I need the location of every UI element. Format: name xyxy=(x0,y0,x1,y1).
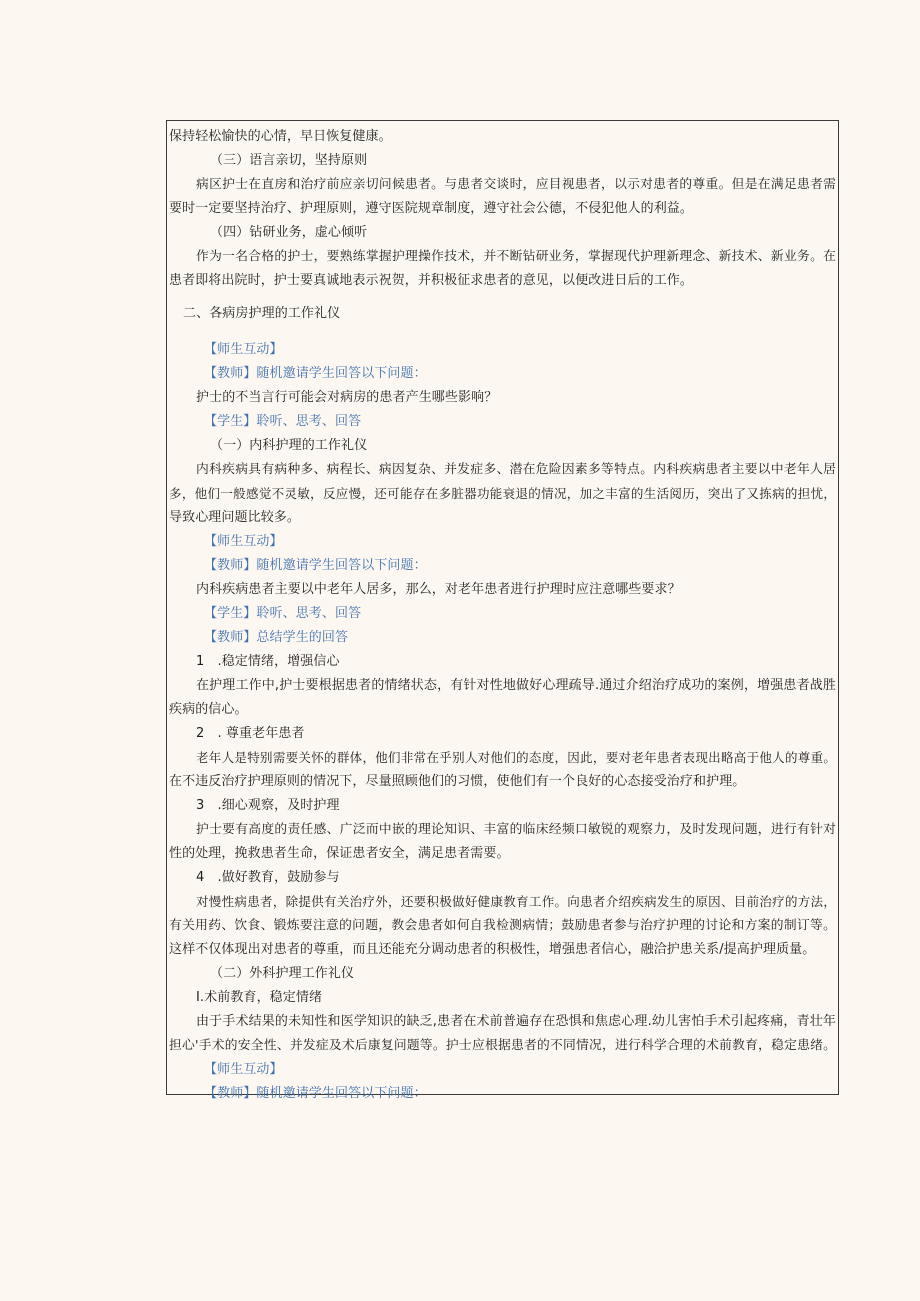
text-line: 3 .细心观察，及时护理 xyxy=(196,798,340,813)
text-line: 护士要有高度的责任感、广泛而中嵌的理论知识、丰富的临床经频口敏锐的观察力，及时发现问题，进行有针对 xyxy=(196,822,836,837)
text-line: 在不违反治疗护理原则的情况下，尽量照顾他们的习惯，使他们有一个良好的心态接受治疗和护理。 xyxy=(169,774,746,789)
text-line: 【学生】聆听、思考、回答 xyxy=(204,606,362,621)
text-line: 【师生互动】 xyxy=(204,1062,283,1077)
text-line: 病区护士在直房和治疗前应亲切问候患者。与患者交谈时，应目视患者，以示对患者的尊重。但是在满足患者需 xyxy=(196,177,836,192)
text-line: 2 . 尊重老年患者 xyxy=(196,726,305,741)
text-line: 患者即将出院时，护士要真诚地表示祝贺，并积极征求患者的意见，以便改进日后的工作。 xyxy=(169,273,694,288)
text-line: 【教师】随机邀请学生回答以下问题： xyxy=(204,1086,427,1101)
text-line: 【学生】聆听、思考、回答 xyxy=(204,414,362,429)
text-line: 这样不仅体现出对患者的尊重，而且还能充分调动患者的积极性，增强患者信心，融洽护患关系/提高护理质量。 xyxy=(169,942,816,957)
text-line: I.术前教育，稳定情绪 xyxy=(196,990,323,1005)
text-line: 【教师】随机邀请学生回答以下问题： xyxy=(204,558,427,573)
text-line: 保持轻松愉快的心情，早日恢复健康。 xyxy=(169,129,392,144)
text-line: 由于手术结果的未知性和医学知识的缺乏,患者在术前普遍存在恐惧和焦虑心理.幼儿害怕手术引起疼痛，青壮年 xyxy=(196,1014,836,1029)
text-line: 【教师】总结学生的回答 xyxy=(204,630,349,645)
text-line: 【教师】随机邀请学生回答以下问题： xyxy=(204,366,427,381)
text-line: （一）内科护理的工作礼仪 xyxy=(210,438,368,453)
text-line: 【师生互动】 xyxy=(204,342,283,357)
text-line: 担心'手术的安全性、并发症及术后康复问题等。护士应根据患者的不同情况，进行科学合理的术前教育，稳定患绪。 xyxy=(169,1038,836,1053)
text-line: 作为一名合格的护士，要熟练掌握护理操作技术，并不断钻研业务，掌握现代护理新理念、新技术、新业务。在 xyxy=(196,249,836,264)
text-line: 1 .稳定情绪，增强信心 xyxy=(196,654,340,669)
text-line: 要时一定要坚持治疗、护理原则，遵守医院规章制度，遵守社会公德，不侵犯他人的利益。 xyxy=(169,201,694,216)
text-line: 二、各病房护理的工作礼仪 xyxy=(183,306,341,321)
text-line: 老年人是特别需要关怀的群体，他们非常在乎别人对他们的态度，因此，要对老年患者表现出略高于他人的尊重。 xyxy=(196,750,836,765)
text-line: 导致心理问题比较多。 xyxy=(169,510,301,525)
text-line: 内科疾病具有病种多、病程长、病因复杂、并发症多、潜在危险因素多等特点。内科疾病患者主要以中老年人居 xyxy=(196,462,836,477)
text-line: 在护理工作中,护士要根据患者的情绪状态，有针对性地做好心理疏导.通过介绍治疗成功的案例，增强患者战胜 xyxy=(196,678,836,693)
text-line: 多，他们一般感觉不灵敏，反应慢，还可能存在多脏器功能衰退的情况，加之丰富的生活阅历，突出了又拣病的担忧， xyxy=(169,486,836,501)
text-line: （三）语言亲切，坚持原则 xyxy=(210,153,368,168)
text-line: （四）钻研业务，虚心倾听 xyxy=(210,225,368,240)
text-line: 疾病的信心。 xyxy=(169,702,248,717)
text-line: 内科疾病患者主要以中老年人居多，那么，对老年患者进行护理时应注意哪些要求？ xyxy=(196,582,681,597)
text-line: 护士的不当言行可能会对病房的患者产生哪些影响？ xyxy=(196,390,498,405)
text-line: 性的处理，挽救患者生命，保证患者安全，满足患者需要。 xyxy=(169,846,510,861)
text-line: 4 .做好教育，鼓励参与 xyxy=(196,870,340,885)
text-line: 对慢性病患者，除提供有关治疗外，还要积极做好健康教育工作。向患者介绍疾病发生的原因、目前治疗的方法， xyxy=(196,894,836,909)
text-line: 有关用药、饮食、锻炼要注意的问题，教会患者如何自我检测病情；鼓励患者参与治疗护理的讨论和方案的制订等。 xyxy=(169,918,836,933)
text-line: （二）外科护理工作礼仪 xyxy=(210,966,355,981)
text-line: 【师生互动】 xyxy=(204,534,283,549)
